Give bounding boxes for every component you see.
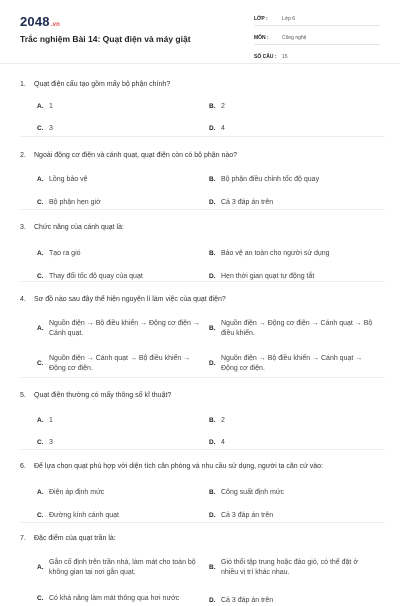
option-d[interactable] — [209, 596, 374, 606]
option-d[interactable] — [209, 511, 374, 521]
logo-domain: .vn — [50, 22, 61, 28]
meta-value: Lớp 6 — [282, 15, 296, 22]
option-text: Nguồn điện → Cánh quạt → Bộ điều khiển → Động cơ điện. — [49, 355, 191, 372]
question-text: Đặc điểm của quạt trần là: — [34, 535, 116, 542]
question-stem — [20, 462, 385, 471]
option-b[interactable] — [209, 416, 374, 426]
option-letter: C. — [37, 360, 44, 367]
page-title: Trắc nghiệm Bài 14: Quạt điện và máy giặt — [20, 34, 191, 44]
question-text: Chức năng của cánh quạt là: — [34, 224, 124, 231]
option-letter: B. — [209, 564, 216, 571]
option-letter: C. — [37, 512, 44, 519]
option-text: Cả 3 đáp án trên — [221, 199, 274, 206]
option-text: Bộ phận hẹn giờ — [49, 199, 101, 206]
meta-label: SỐ CÂU : — [254, 53, 277, 60]
option-d[interactable] — [209, 124, 374, 134]
question-3 — [20, 223, 385, 282]
option-a[interactable] — [37, 102, 202, 112]
option-letter: B. — [209, 176, 216, 183]
option-letter: D. — [209, 512, 216, 519]
option-a[interactable] — [37, 416, 202, 426]
option-b[interactable] — [209, 319, 374, 339]
option-letter: A. — [37, 325, 44, 332]
option-text: Cả 3 đáp án trên — [221, 597, 274, 604]
option-text: 2 — [221, 417, 225, 424]
meta-row-class — [254, 12, 380, 26]
option-c[interactable] — [37, 511, 202, 521]
option-letter: D. — [209, 199, 216, 206]
option-letter: D. — [209, 273, 216, 280]
option-letter: C. — [37, 439, 44, 446]
question-stem — [20, 295, 385, 304]
option-a[interactable] — [37, 319, 202, 339]
question-6 — [20, 462, 385, 523]
question-1 — [20, 80, 385, 137]
meta-label: MÔN : — [254, 34, 269, 41]
option-text: Tạo ra gió — [49, 250, 81, 257]
question-text: Quạt điện thường có mấy thông số kĩ thuật? — [34, 392, 172, 399]
site-logo[interactable] — [20, 14, 60, 29]
option-text: Gió thổi tập trung hoặc đảo gió, có thể đặt ở nhiều vị trí khác nhau. — [221, 559, 358, 576]
option-text: Gắn cố định trên trần nhà, làm mát cho toàn bộ không gian tại nơi gắn quạt. — [49, 559, 196, 576]
option-letter: B. — [209, 325, 216, 332]
question-5 — [20, 391, 385, 450]
option-letter: A. — [37, 417, 44, 424]
question-number: 1. — [20, 81, 26, 88]
question-number: 2. — [20, 152, 26, 159]
question-2 — [20, 151, 385, 210]
question-4 — [20, 295, 385, 378]
question-text: Sơ đồ nào sau đây thể hiện nguyên lí làm việc của quạt điện? — [34, 296, 226, 303]
option-a[interactable] — [37, 488, 202, 498]
question-text: Ngoài động cơ điện và cánh quạt, quạt điện còn có bộ phận nào? — [34, 152, 238, 159]
option-letter: A. — [37, 176, 44, 183]
option-text: Nguồn điện → Động cơ điện → Cánh quạt → Bộ điều khiển. — [221, 320, 373, 337]
option-a[interactable] — [37, 558, 202, 578]
option-letter: D. — [209, 125, 216, 132]
option-text: Nguồn điện → Bộ điều khiển → Động cơ điện → Cánh quạt. — [49, 320, 200, 337]
option-b[interactable] — [209, 249, 374, 259]
option-text: Thay đổi tốc độ quay của quạt — [49, 273, 143, 280]
question-number: 6. — [20, 463, 26, 470]
option-letter: A. — [37, 103, 44, 110]
option-text: 4 — [221, 125, 225, 132]
option-text: 2 — [221, 103, 225, 110]
option-letter: D. — [209, 597, 216, 604]
question-stem — [20, 151, 385, 160]
option-d[interactable] — [209, 198, 374, 208]
option-c[interactable] — [37, 124, 202, 134]
meta-value: Công nghệ — [282, 34, 307, 41]
question-7 — [20, 534, 385, 604]
option-letter: D. — [209, 439, 216, 446]
option-text: Nguồn điện → Bộ điều khiển → Cánh quạt → Động cơ điện. — [221, 355, 363, 372]
option-text: Lồng bảo vệ — [49, 176, 88, 183]
option-b[interactable] — [209, 102, 374, 112]
option-text: Cả 3 đáp án trên — [221, 512, 274, 519]
option-text: 3 — [49, 125, 53, 132]
option-letter: A. — [37, 489, 44, 496]
question-number: 5. — [20, 392, 26, 399]
option-letter: B. — [209, 103, 216, 110]
option-text: Điện áp định mức — [49, 489, 105, 496]
page-header — [0, 0, 400, 62]
option-c[interactable] — [37, 594, 202, 604]
meta-value: 15 — [282, 53, 288, 60]
option-b[interactable] — [209, 558, 374, 578]
option-letter: C. — [37, 125, 44, 132]
option-c[interactable] — [37, 272, 202, 282]
option-letter: C. — [37, 273, 44, 280]
question-stem — [20, 534, 385, 543]
logo-text: 2048 — [20, 14, 50, 29]
option-text: Bộ phận điều chỉnh tốc độ quay — [221, 176, 320, 183]
question-number: 4. — [20, 296, 26, 303]
option-d[interactable] — [209, 354, 374, 374]
option-text: Đường kính cánh quạt — [49, 512, 119, 519]
question-stem — [20, 391, 385, 400]
option-b[interactable] — [209, 488, 374, 498]
option-text: Bảo vệ an toàn cho người sử dụng — [221, 250, 330, 257]
option-c[interactable] — [37, 354, 202, 374]
option-letter: A. — [37, 564, 44, 571]
option-c[interactable] — [37, 198, 202, 208]
option-d[interactable] — [209, 272, 374, 282]
option-text: 1 — [49, 417, 53, 424]
option-letter: C. — [37, 595, 44, 602]
meta-row-subject — [254, 31, 380, 45]
option-letter: A. — [37, 250, 44, 257]
question-number: 3. — [20, 224, 26, 231]
question-number: 7. — [20, 535, 26, 542]
meta-row-count — [254, 50, 380, 64]
question-stem — [20, 80, 385, 89]
option-text: Hẹn thời gian quạt tự động tắt — [221, 273, 315, 280]
option-text: Có khả năng làm mát thông qua hơi nước — [49, 595, 180, 602]
option-a[interactable] — [37, 249, 202, 259]
option-a[interactable] — [37, 175, 202, 185]
question-text: Quạt điện cấu tạo gồm mấy bộ phận chính? — [34, 81, 171, 88]
meta-label: LỚP : — [254, 15, 268, 22]
quiz-meta — [254, 12, 380, 69]
option-letter: B. — [209, 250, 216, 257]
option-letter: B. — [209, 417, 216, 424]
option-letter: D. — [209, 360, 216, 367]
option-text: 4 — [221, 439, 225, 446]
option-letter: C. — [37, 199, 44, 206]
option-letter: B. — [209, 489, 216, 496]
header-divider — [0, 63, 400, 64]
question-stem — [20, 223, 385, 232]
option-c[interactable] — [37, 438, 202, 448]
option-text: 3 — [49, 439, 53, 446]
option-text: 1 — [49, 103, 53, 110]
question-text: Để lựa chọn quạt phù hợp với diện tích căn phòng và nhu cầu sử dụng, người ta căn cứ vào: — [34, 463, 323, 470]
option-d[interactable] — [209, 438, 374, 448]
option-b[interactable] — [209, 175, 374, 185]
option-text: Công suất định mức — [221, 489, 285, 496]
